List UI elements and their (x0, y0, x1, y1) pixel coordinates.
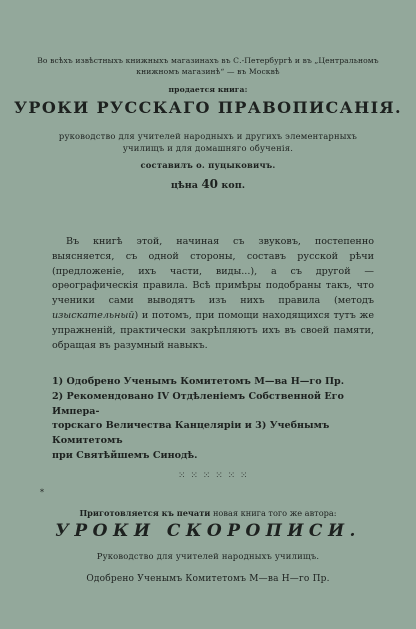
stray-mark: * (40, 488, 44, 497)
forthcoming-line (0, 508, 416, 518)
sale-line: продается книга: (168, 85, 248, 94)
book-description (52, 235, 374, 353)
price-value: 40 (201, 177, 219, 191)
approvals-list (52, 375, 374, 464)
header-line-2: книжномъ магазинѣ“ — въ Москвѣ (136, 67, 280, 76)
price-label: цѣна (170, 180, 198, 191)
book-price (0, 177, 416, 191)
book-title: УРОКИ РУССКАГО ПРАВОПИСАНІЯ. (14, 98, 402, 117)
forthcoming-rest: новая книга того же автора: (210, 508, 337, 518)
forthcoming-bold: Приготовляется къ печати (79, 508, 211, 518)
approval-3: торскаго Величества Канцеляріи и 3) Учебнымъ Комитетомъ (52, 420, 330, 447)
second-book-title: УРОКИ СКОРОПИСИ. (55, 521, 361, 541)
approval-1: 1) Одобрено Ученымъ Комитетомъ М—ва Н—го Пр. (52, 376, 345, 387)
approval-2: 2) Рекомендовано IV Отдѣленіемъ Собственной Его Импера- (52, 390, 344, 417)
description-italic: изыскательный (52, 309, 135, 321)
second-book-subtitle: Руководство для учителей народныхъ училищъ. (96, 551, 320, 561)
section-divider: ⁙ ⁙ ⁙ ⁙ ⁙ ⁙ (178, 471, 249, 481)
book-author: составилъ о. пуцыковичъ. (140, 160, 276, 170)
book-subtitle-line-1: руководство для учителей народныхъ и другихъ элементарныхъ (58, 131, 358, 141)
approval-4: при Святѣйшемъ Синодѣ. (52, 449, 198, 461)
description-part-1: Въ книгѣ этой, начиная съ звуковъ, постепенно выясняется, съ одной стороны, составъ русской рѣчи (предложеніе, ихъ части, виды...), а съ другой — орѳографическія правила. Всѣ примѣры подобраны такъ, что ученики сами выводятъ изъ нихъ правила (методъ (52, 236, 374, 307)
description-part-2: ) и потомъ, при помощи находящихся тутъ же упражненій, практически закрѣпляютъ ихъ въ своей памяти, обращая въ разумный навыкъ. (52, 309, 374, 351)
price-unit: коп. (221, 180, 246, 191)
book-subtitle-line-2: училищъ и для домашняго обученія. (122, 143, 294, 153)
second-book-approval: Одобрено Ученымъ Комитетомъ М—ва Н—го Пр. (86, 574, 330, 584)
header-line-1: Во всѣхъ извѣстныхъ книжныхъ магазинахъ въ С.-Петербургѣ и въ „Центральномъ (37, 56, 379, 65)
